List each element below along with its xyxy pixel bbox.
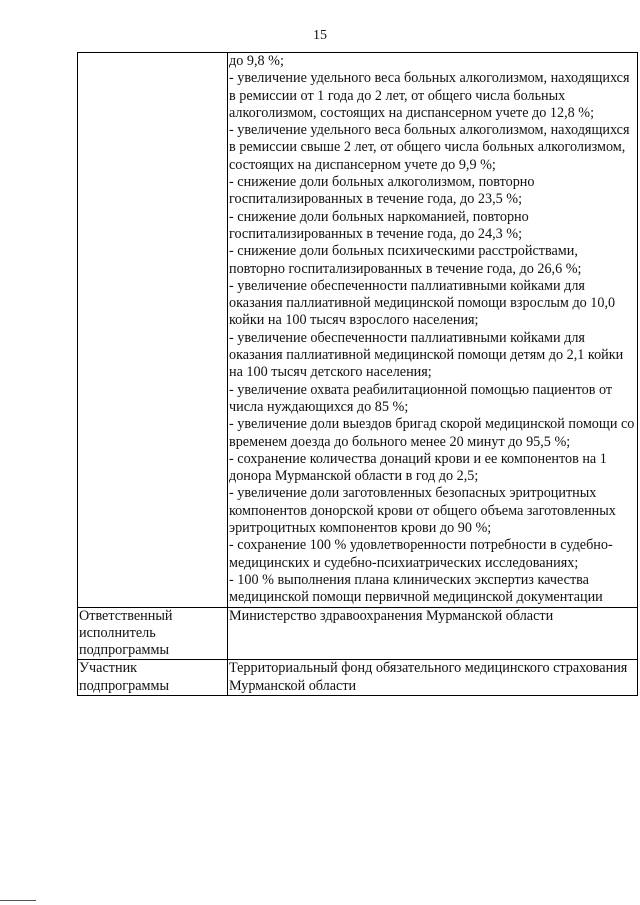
table-row-indicators	[78, 53, 638, 608]
subprogram-passport-table	[77, 52, 638, 696]
indicator-item: - снижение доли больных наркоманией, повторно госпитализированных в течение года, до 24,3 %;	[229, 208, 529, 242]
table-row-participant	[78, 660, 638, 696]
footer-rule	[0, 900, 36, 901]
indicator-item: - увеличение обеспеченности паллиативными койками для оказания паллиативной медицинской помощи детям до 2,1 койки на 100 тысяч детского населения;	[229, 329, 624, 381]
indicator-item: - увеличение удельного веса больных алкоголизмом, находящихся в ремиссии свыше 2 лет, от общего числа больных алкоголизмом, состоящих на диспансерном учете до 9,9 %;	[229, 122, 630, 173]
indicator-item: - увеличение доли выездов бригад скорой медицинской помощи со временем доезда до больного менее 20 минут до 95,5 %;	[229, 416, 635, 450]
indicator-item: - увеличение доли заготовленных безопасных эритроцитных компонентов донорской крови от общего объема заготовленных эритроцитных компонентов крови до 90 %;	[229, 485, 616, 537]
indicators-label-cell	[78, 53, 228, 608]
indicator-item: - сохранение количества донаций крови и ее компонентов на 1 донора Мурманской области в год до 2,5;	[229, 450, 607, 485]
indicator-item: - сохранение 100 % удовлетворенности потребности в судебно-медицинских и судебно-психиатрических исследованиях;	[229, 537, 613, 571]
indicator-item: - увеличение обеспеченности паллиативными койками для оказания паллиативной медицинской помощи взрослым до 10,0 койки на 100 тысяч взрослого населения;	[229, 277, 616, 329]
indicator-item: - снижение доли больных психическими расстройствами, повторно госпитализированных в течение года, до 26,6 %;	[229, 243, 582, 277]
page-number: 15	[313, 28, 327, 43]
indicators-list-cell	[228, 53, 638, 608]
indicator-item: - снижение доли больных алкоголизмом, повторно госпитализированных в течение года, до 23,5 %;	[229, 174, 535, 208]
indicator-item: - 100 % выполнения плана клинических экспертиз качества медицинской помощи первичной медицинской документации	[229, 571, 603, 606]
participant-label: Участник подпрограммы	[78, 660, 228, 696]
indicator-item: - увеличение удельного веса больных алкоголизмом, находящихся в ремиссии от 1 года до 2 лет, от общего числа больных алкоголизмом, состоящих на диспансерном учете до 12,8 %;	[229, 70, 630, 121]
participant-value: Территориальный фонд обязательного медицинского страхования Мурманской области	[228, 660, 638, 696]
indicator-item: - увеличение охвата реабилитационной помощью пациентов от числа нуждающихся до 85 %;	[229, 381, 613, 415]
indicator-item: до 9,8 %;	[229, 53, 284, 69]
responsible-value: Министерство здравоохранения Мурманской области	[228, 607, 638, 660]
table-row-responsible	[78, 607, 638, 660]
responsible-label: Ответственный исполнитель подпрограммы	[78, 607, 228, 660]
